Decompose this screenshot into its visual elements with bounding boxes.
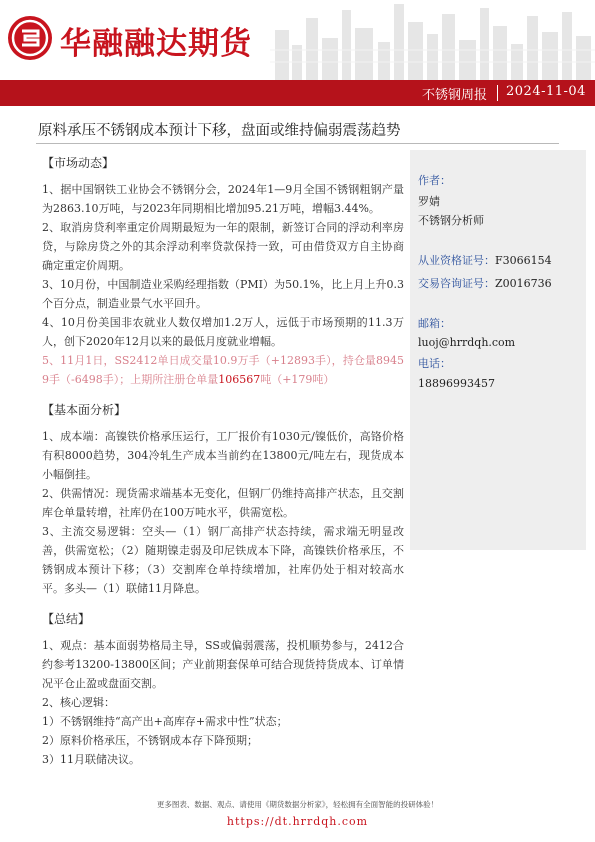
market-paragraph: 2、取消房贷利率重定价周期最短为一年的限制，新签订合同的浮动利率房贷，与除房贷之外的其余浮动利率贷款保持一致，可由借贷双方自主协商确定重定价周期。 xyxy=(42,221,404,272)
author-label: 作者： xyxy=(418,174,451,187)
summary-paragraph: 2）原料价格承压，不锈钢成本存下降预期； xyxy=(42,734,258,747)
warehouse-receipt-value: 106567 xyxy=(218,373,261,386)
page-header xyxy=(0,0,595,80)
footer-url-link[interactable]: https://dt.hrrdqh.com xyxy=(226,815,369,828)
section-title-market: 【市场动态】 xyxy=(42,156,115,170)
market-paragraph-trading xyxy=(42,351,404,389)
city-skyline-icon xyxy=(270,0,595,80)
company-name: 华融融达期货 xyxy=(60,26,252,62)
summary-paragraph: 3）11月联储决议。 xyxy=(42,753,140,766)
section-title-summary: 【总结】 xyxy=(42,612,91,626)
main-content xyxy=(42,150,404,788)
report-date: 2024-11-04 xyxy=(506,84,586,99)
summary-paragraph: 1、观点：基本面弱势格局主导，SS或偏弱震荡，投机顺势参与，2412合约参考13200-13800区间；产业前期套保单可结合现货持货成本、订单情况平仓止盈或盘面交割。 xyxy=(42,639,404,690)
consult-number: 交易咨询证号：Z0016736 xyxy=(418,277,552,290)
cert-number: 从业资格证号：F3066154 xyxy=(418,254,552,267)
author-sidebar xyxy=(410,150,586,550)
author-title: 不锈钢分析师 xyxy=(418,214,484,227)
headline-divider xyxy=(36,143,559,144)
market-paragraph: 4、10月份美国非农就业人数仅增加1.2万人，远低于市场预期的11.3万人，创下2020年12月以来的最低月度就业增幅。 xyxy=(42,316,404,348)
fundamental-paragraph: 3、主流交易逻辑：空头—（1）钢厂高排产状态持续，需求端无明显改善，供需宽松；（2）随期镍走弱及印尼铁成本下降，高镍铁价格承压，不锈钢成本预计下移；（3）交割库仓单持续增加，社库仍处于相对较高水平。多头—（1）联储11月降息。 xyxy=(42,525,404,595)
trading-text-c: 吨（+179吨） xyxy=(260,373,335,386)
phone-label: 电话： xyxy=(418,357,451,370)
market-paragraph: 1、据中国钢铁工业协会不锈钢分会，2024年1—9月全国不锈钢粗钢产量为2863.10万吨，与2023年同期相比增加95.21万吨，增幅3.44%。 xyxy=(42,183,404,215)
report-headline: 原料承压不锈钢成本预计下移，盘面或维持偏弱震荡趋势 xyxy=(38,123,401,139)
market-paragraph: 3、10月份，中国制造业采购经理指数（PMI）为50.1%，比上月上升0.3个百分点，制造业景气水平回升。 xyxy=(42,278,404,310)
summary-paragraph: 2、核心逻辑： xyxy=(42,696,115,709)
title-bar-separator xyxy=(497,85,498,101)
trading-text-a: 5、11月1日，SS2412单日成交量10.9万手（+12893手），持仓量89459手（-6498手）；上期所注册仓单量 xyxy=(42,354,404,386)
section-title-fundamental: 【基本面分析】 xyxy=(42,403,127,417)
summary-paragraph: 1）不锈钢维持“高产出+高库存+需求中性”状态； xyxy=(42,715,288,728)
fundamental-paragraph: 1、成本端：高镍铁价格承压运行，工厂报价有1030元/镍低价，高铬价格有积8000趋势，304冷轧生产成本当前约在13800元/吨左右，现货成本小幅倒挂。 xyxy=(42,430,404,481)
phone-number: 18896993457 xyxy=(418,377,495,390)
author-name: 罗婧 xyxy=(418,195,440,208)
fundamental-paragraph: 2、供需情况：现货需求端基本无变化，但钢厂仍维持高排产状态，且交割库仓单量转增，社库仍在100万吨水平，供需宽松。 xyxy=(42,487,404,519)
footer-note: 更多图表、数据、观点、请使用《期货数据分析家》，轻松拥有全面智能的投研体验！ xyxy=(156,800,439,809)
email-link[interactable]: luoj@hrrdqh.com xyxy=(418,336,516,349)
email-label: 邮箱： xyxy=(418,317,451,330)
report-type: 不锈钢周报 xyxy=(421,88,487,103)
company-logo-icon xyxy=(8,16,52,60)
